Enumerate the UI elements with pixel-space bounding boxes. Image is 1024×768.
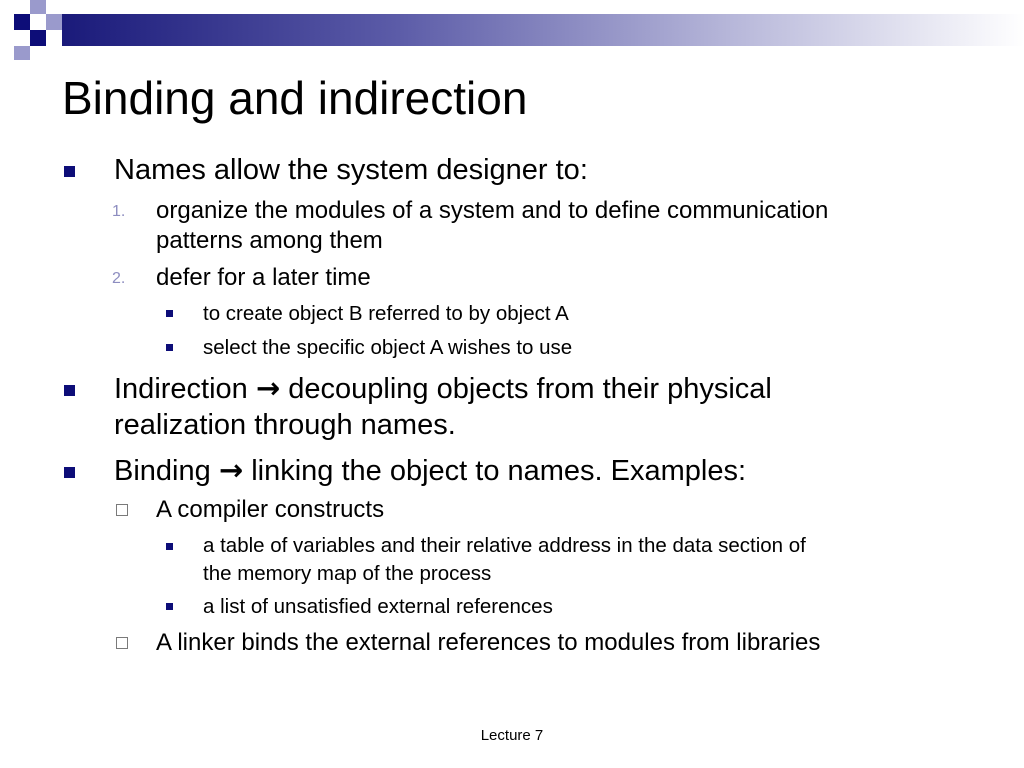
deco-square-light-1 bbox=[30, 0, 46, 14]
small-square-bullet-icon bbox=[166, 603, 173, 610]
item-text: defer for a later time bbox=[156, 264, 371, 291]
slide-footer: Lecture 7 bbox=[480, 727, 544, 744]
square-bullet-icon bbox=[64, 385, 75, 396]
item-text-line-2: patterns among them bbox=[156, 227, 383, 254]
sub-bullet-text: select the specific object A wishes to use bbox=[203, 336, 573, 359]
arrow-right-icon: → bbox=[255, 371, 281, 405]
bullet-term: Binding bbox=[114, 455, 211, 487]
bullet-text: Names allow the system designer to: bbox=[114, 154, 588, 186]
slide-title: Binding and indirection bbox=[62, 72, 528, 124]
bullet-text-line-1 bbox=[114, 370, 772, 408]
hollow-square-bullet-icon bbox=[116, 637, 128, 649]
bullet-text bbox=[114, 452, 746, 490]
square-bullet-icon bbox=[64, 467, 75, 478]
hollow-square-bullet-icon bbox=[116, 504, 128, 516]
small-square-bullet-icon bbox=[166, 310, 173, 317]
sub-bullet-text-line-1: a table of variables and their relative address in the data section of bbox=[203, 534, 806, 557]
deco-square-dark-2 bbox=[30, 30, 46, 46]
small-square-bullet-icon bbox=[166, 344, 173, 351]
title-gradient-bar bbox=[62, 14, 1024, 46]
sub-bullet-text-line-2: the memory map of the process bbox=[203, 562, 492, 585]
header-decoration bbox=[0, 0, 1024, 64]
sub-bullet-text: a list of unsatisfied external references bbox=[203, 595, 553, 618]
sub-bullet-text: to create object B referred to by object A bbox=[203, 302, 569, 325]
bullet-term: Indirection bbox=[114, 373, 248, 405]
square-bullet-icon bbox=[64, 166, 75, 177]
deco-square-light-3 bbox=[14, 46, 30, 60]
bullet-definition: decoupling objects from their physical bbox=[288, 373, 772, 405]
number-marker: 2. bbox=[112, 270, 126, 287]
bullet-definition: linking the object to names. Examples: bbox=[251, 455, 747, 487]
item-text-line-1: organize the modules of a system and to define communication bbox=[156, 197, 829, 224]
item-text: A compiler constructs bbox=[156, 496, 385, 523]
arrow-right-icon: → bbox=[218, 453, 244, 487]
number-marker: 1. bbox=[112, 203, 126, 220]
deco-square-light-2 bbox=[46, 14, 62, 30]
bullet-text-line-2: realization through names. bbox=[114, 409, 456, 441]
deco-square-dark-1 bbox=[14, 14, 30, 30]
item-text: A linker binds the external references to modules from libraries bbox=[156, 629, 821, 656]
small-square-bullet-icon bbox=[166, 543, 173, 550]
